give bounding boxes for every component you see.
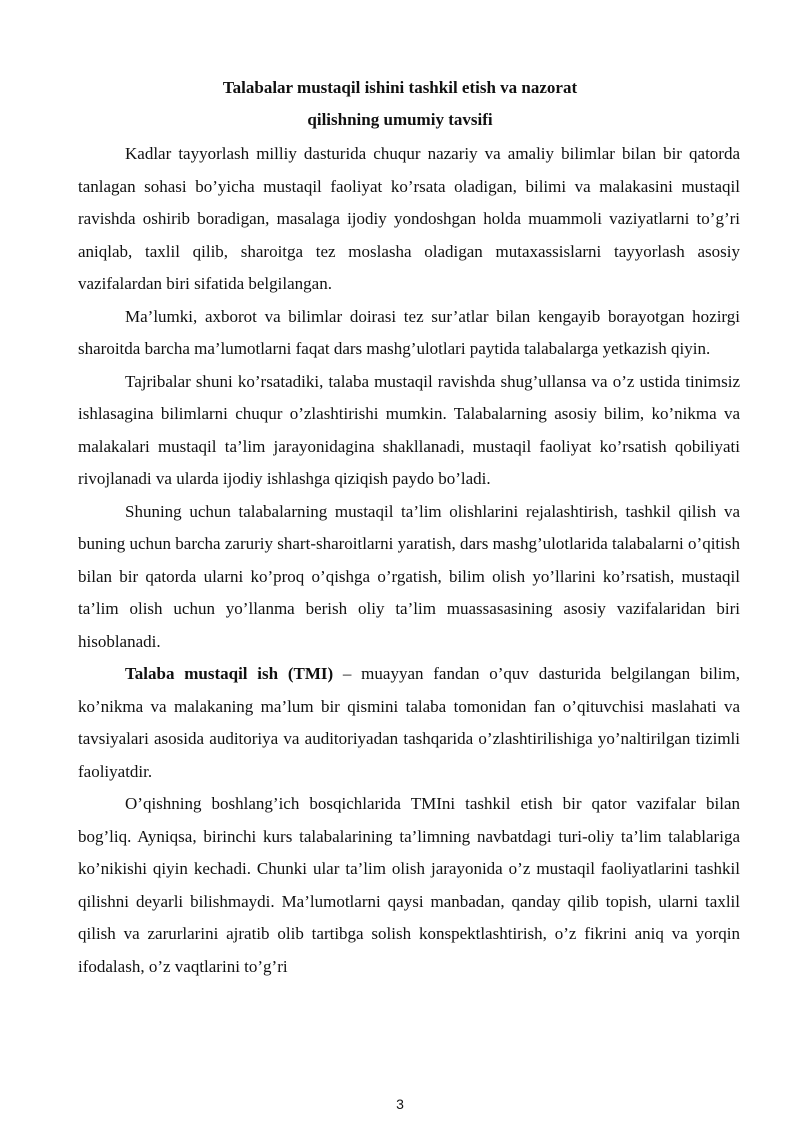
definition-term: Talaba mustaqil ish (TMI) — [125, 664, 334, 683]
definition-paragraph — [78, 658, 740, 788]
page-title-line-2: qilishning umumiy tavsifi — [307, 110, 493, 129]
body-text — [78, 138, 740, 983]
page-number: 3 — [396, 1096, 404, 1112]
paragraph-2: Ma’lumki, axborot va bilimlar doirasi tez sur’atlar bilan kengayib borayotgan hozirgi sharoitda barcha ma’lumotlarni faqat dars mashg’ulotlari paytida talabalarga yetkazish qiyin. — [78, 306, 740, 358]
paragraph-3: Tajribalar shuni ko’rsatadiki, talaba mustaqil ravishda shug’ullansa va o’z ustida tinimsiz ishlasagina bilimlarni chuqur o’zlashtirishi mumkin. Talabalarning asosiy bilim, ko’nikma va malakalari mustaqil ta’lim jarayonidagina shakllanadi, mustaqil faoliyat ko’rsatish qobiliyati rivojlanadi va ularda ijodiy ishlashga qiziqish paydo bo’ladi. — [78, 371, 740, 488]
paragraph-1: Kadlar tayyorlash milliy dasturida chuqur nazariy va amaliy bilimlar bilan bir qatorda tanlagan sohasi bo’yicha mustaqil faoliyat ko’rsata oladigan, bilimi va malakasini mustaqil ravishda oshirib boradigan, masalaga ijodiy yondoshgan holda muammoli vaziyatlarni to’g’ri aniqlab, taxlil qilib, sharoitga tez moslasha oladigan mutaxassislarni tayyorlash asosiy vazifalardan biri sifatida belgilangan. — [78, 144, 740, 293]
paragraph-4: Shuning uchun talabalarning mustaqil ta’lim olishlarini rejalashtirish, tashkil qilish va buning uchun barcha zaruriy shart-sharoitlarni yaratish, dars mashg’ulotlarida talabalarni o’qitish bilan bir qatorda ularni ko’proq o’qishga o’rgatish, bilim olish yo’llarini ko’rsatish, mustaqil ta’lim olish uchun yo’llanma berish oliy ta’lim muassasasining asosiy vazifalaridan biri hisoblanadi. — [78, 501, 740, 651]
page-title-line-1: Talabalar mustaqil ishini tashkil etish va nazorat — [222, 78, 578, 97]
definition-text: – muayyan fandan o’quv dasturida belgilangan bilim, ko’nikma va malakaning ma’lum bir qismini talaba tomonidan fan o’qituvchisi maslahati va tavsiyalari asosida auditoriya va auditoriyadan tashqarida o’zlashtirilishiga yo’naltirilgan tizimli faoliyatdir. — [78, 664, 740, 781]
paragraph-6: O’qishning boshlang’ich bosqichlarida TMIni tashkil etish bir qator vazifalar bilan bog’liq. Ayniqsa, birinchi kurs talabalarining ta’limning navbatdagi turi-oliy ta’lim talablariga ko’nikishi qiyin kechadi. Chunki ular ta’lim olish jarayonida o’z mustaqil faoliyatlarini tashkil qilishni deyarli bilishmaydi. Ma’lumotlarni qaysi manbadan, qanday qilib topish, ularni taxlil qilish va zarurlarini ajratib olib tartibga solish konspektlashtirish, o’z fikrini aniq va yorqin ifodalash, o’z vaqtlarini to’g’ri — [78, 794, 740, 976]
